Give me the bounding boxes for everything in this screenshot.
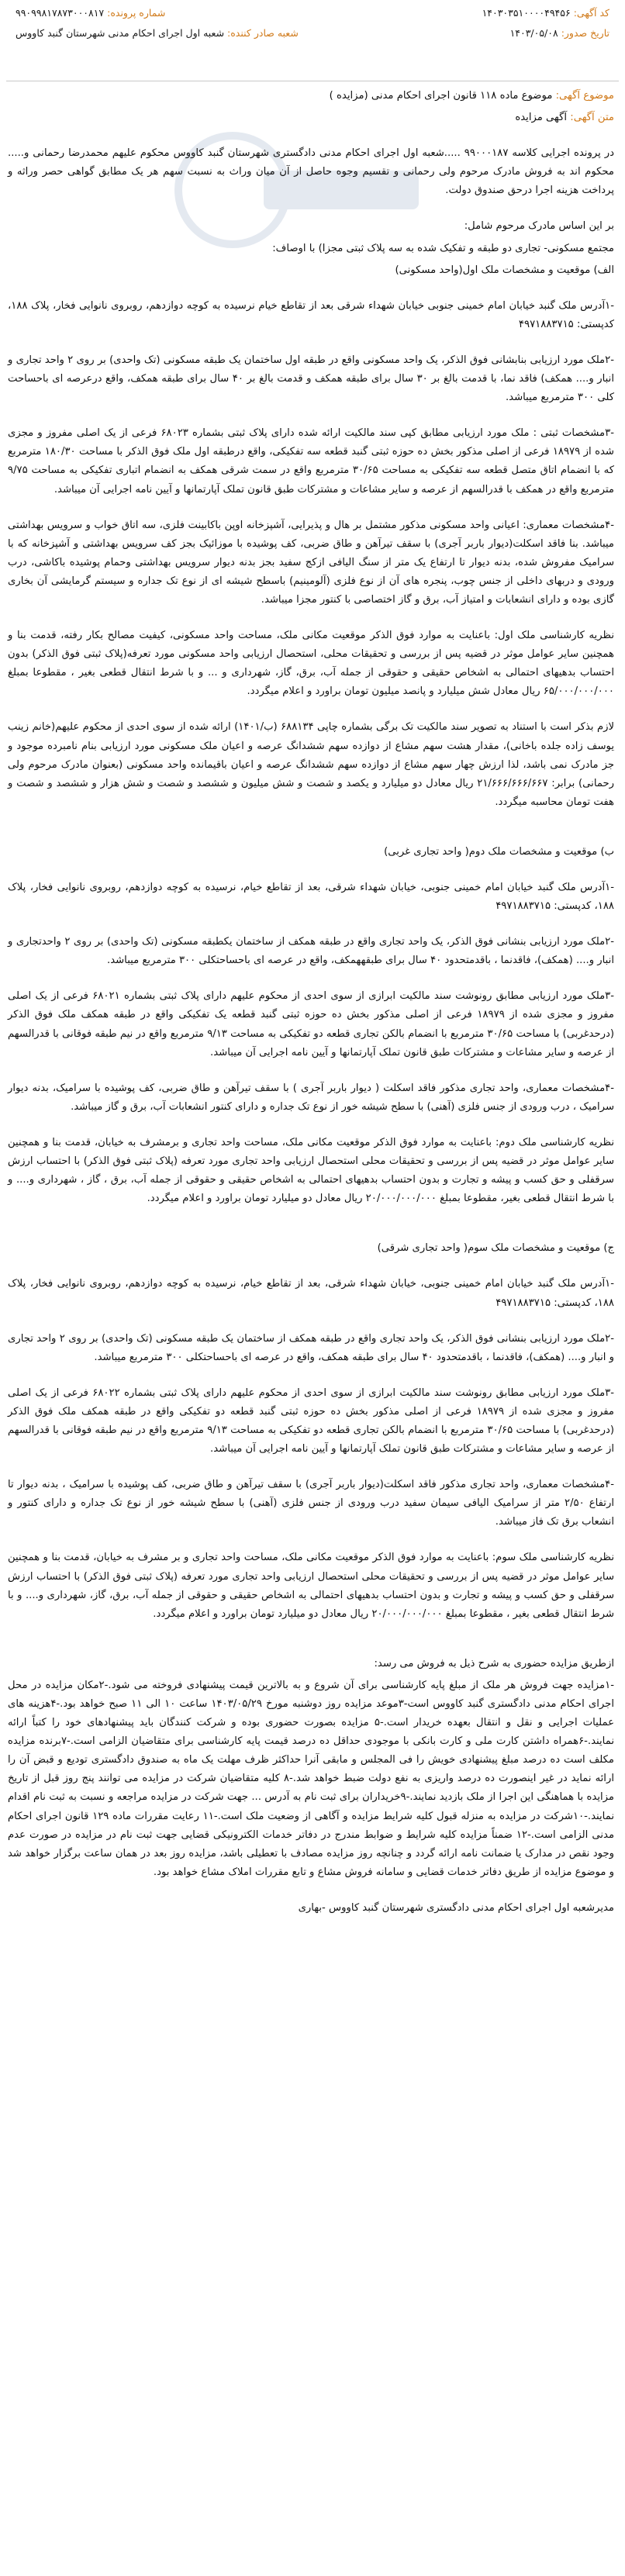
complex-line: مجتمع مسکونی- تجاری دو طبقه و تفکیک شده به سه پلاک ثبتی مجزا) با اوصاف:	[272, 242, 614, 254]
issue-date-value: ۱۴۰۳/۰۵/۰۸	[509, 27, 558, 39]
section-c-title: ج) موقعیت و مشخصات ملک سوم( واحد تجاری شرقی)	[377, 1242, 614, 1255]
intro-paragraph: در پرونده اجرایی کلاسه ۹۹۰۰۰۱۸۷ .....شعبه اول اجرای احکام مدنی دادگستری شهرستان گنبد کاووس محکوم علیهم محمدرضا رحمانی و..... محکوم اند به فروش مادرک مرحوم ولی رحمانی و تقسیم وجوه حاصل از آن میان وراث به نسبت سهم هر یک مطابق گواهی حصر وراثه و پرداخت هزینه اجرا درحق صندوق دولت.	[8, 147, 614, 197]
section-c-description: -۲ملک مورد ارزیابی بنشانی فوق الذکر، یک واحد تجاری واقع در طبقه همکف از ساختمان یک طبقه مسکونی (تک واحدی) بر روی ۲ واحد تجاری و انبار و.... (همکف)، فاقدنما ، باقدمتحدود ۴۰ سال برای طبقه همکف، واقع در عرصه ای باحساحتکلی ۳۰۰ مترمربع میباشد.	[8, 1332, 614, 1363]
ad-number-value: ۱۴۰۳۰۳۵۱۰۰۰۰۴۹۴۵۶	[482, 7, 571, 19]
text-title-line	[8, 109, 614, 127]
subject-value: موضوع ماده ۱۱۸ قانون اجرای احکام مدنی (مزایده )	[329, 90, 553, 102]
issuing-branch-row	[16, 26, 299, 40]
section-b-registration: -۳ملک مورد ارزیابی مطابق رونوشت سند مالکیت ابرازی از سوی احدی از محکوم علیهم دارای پلاک ثبتی بشماره ۶۸۰۲۱ فرعی از یک اصلی مفروز و مجزی شده از ۱۸۹۷۹ فرعی از اصلی مذکور بخش ده حوزه ثبتی گنبد قطعه یک تفکیکی واقع در طبقه همکف ملک فوق الذکر (درحدغربی) با مساحت ۳۰/۶۵ مترمربع با انضمام بالکن تجاری قطعه دو تفکیکی به مساحت ۹/۱۳ مترمربع واقع در نیم طبقه فوقانی با قدرالسهم از عرصه و سایر مشاعات و مشترکات طبق قانون تملک آپارتمانها و آیین نامه اجرایی آن میباشد.	[8, 990, 614, 1058]
section-a-address: -۱آدرس ملک گنبد خیابان امام خمینی جنوبی خیابان شهداء شرقی بعد از تقاطع خیام نرسیده به کوچه دوازدهم، روبروی نانوایی فخار، پلاک ۱۸۸، کدپستی: ۴۹۷۱۸۸۳۷۱۵	[8, 299, 614, 330]
auction-title: ازطریق مزایده حضوری به شرح ذیل به فروش می رسد:	[374, 1657, 614, 1670]
issuing-branch-label: شعبه صادر کننده:	[227, 27, 299, 39]
section-b-title: ب) موقعیت و مشخصات ملک دوم( واحد تجاری غربی)	[384, 845, 614, 858]
section-b-architecture: -۴مشخصات معماری، واحد تجاری مذکور فاقد اسکلت ( دیوار باربر آجری ) با سقف تیرآهن و طاق ضربی، کف پوشیده با سرامیک، بدنه دیوار سرامیک ، درب ورودی از جنس فلزی (آهنی) با سطح شیشه خور از نوع تک جداره و دارای کنتور انشعابات آب، برق و گاز میباشد.	[8, 1082, 614, 1113]
subject-line	[8, 87, 614, 105]
section-b-appraisal: نظریه کارشناسی ملک دوم: باعنایت به موارد فوق الذکر موقعیت مکانی ملک، مساحت واحد تجاری و برمشرف به خیابان، قدمت بنا و همچنین سایر عوامل موثر در قضیه پس از بررسی و تحقیقات محلی استحصال ارزیابی واحد تجاری مورد تعرفه (پلاک ثبتی فوق الذکر) با احتساب ارزش سرقفلی و حق کسب و پیشه و تجارت و بدون احتساب بدهیهای احتمالی به اشخاص حقیقی و حقوقی از جمله آب، برق ، گاز ، شهرداری و.... و با شرط انتقال قطعی بغیر، مقطوعا بمبلغ ۲۰/۰۰۰/۰۰۰/۰۰۰ ریال معادل دو میلیارد تومان براورد و اعلام میگردد.	[8, 1136, 614, 1205]
auction-terms: -۱مزایده جهت فروش هر ملک از مبلغ پایه کارشناسی برای آن شروع و به بالاترین قیمت پیشنهادی فروخته می شود.-۲مکان مزایده در محل اجرای احکام مدنی دادگستری گنبد کاووس است-۳موعد مزایده روز دوشنبه مورخ ۱۴۰۳/۰۵/۲۹ ساعت ۱۰ الی ۱۱ صبح خواهد بود.-۴هزینه های عملیات اجرایی و نقل و انتقال بعهده خریدار است.-۵ مزایده بصورت حضوری بوده و شرکت کنندگان باید پیشنهادهای خود را کتباً ارائه نمایند.-۶همراه داشتن کارت ملی و کارت بانکی با موجودی حداقل ده درصد قیمت پایه کارشناسی برای متقاضیان الزامی است.-۷برنده مزایده مکلف است ده درصد مبلغ پیشنهادی خویش را فی المجلس و مابقی آنرا حداکثر ظرف مهلت یک ماه به صندوق دادگستری تودیع و قبض آن را ارائه نماید در غیر اینصورت ده درصد واریزی به نفع دولت ضبط خواهد شد.-۸ کلیه متقاضیان شرکت در مزایده می توانند پنج روز قبل از تاریخ مزایده با هماهنگی این اجرا از ملک بازدید نمایند.-۹خریداران برای ثبت نام به آدرس ... جهت شرکت در مزایده مراجعه و نسبت به ثبت نام اقدام نمایند.-۱۰شرکت در مزایده به منزله قبول کلیه شرایط مزایده و آگاهی از وضعیت ملک است.-۱۱ رعایت مقررات ماده ۱۲۹ قانون اجرای احکام مدنی الزامی است.-۱۲ ضمناً مزایده کلیه شرایط و ضوابط مندرج در دفاتر خدمات الکترونیکی قضایی جهت ثبت نام در مزایده در صورت عدم وجود نقص در مدارک یا ضمانت نامه ارائه گردد و چنانچه روز مزایده مصادف با تعطیلی باشد، مزایده روز بعد در همان ساعت برگزار خواهد شد و موضوع مزایده از طریق دفاتر خدمات قضایی و سامانه فروش مشاع و تابع مقررات املاک مشاع خواهد بود.	[8, 1679, 615, 1878]
section-c-architecture: -۴مشخصات معماری، واحد تجاری مذکور فاقد اسکلت(دیوار باربر آجری) با سقف تیرآهن و طاق ضربی، کف پوشیده با سرامیک ، بدنه دیوار تا ارتفاع ۲/۵۰ متر از سرامیک الیافی سیمان سفید درب ورودی از جنس فلزی (آهنی) با سطح شیشه خور از نوع تک جداره و دارای کنتور و انشعاب برق تک فاز میباشد.	[8, 1479, 615, 1528]
section-b-description: -۲ملک مورد ارزیابی بنشانی فوق الذکر، یک واحد تجاری واقع در طبقه همکف از ساختمان یکطبقه مسکونی (تک واحدی) بر روی ۲ واحدتجاری و انبار و.... (همکف)، فاقدنما ، باقدمتحدود ۴۰ سال برای طبقههمکف، واقع در عرصه ای باحساحتکلی ۳۰۰ مترمربع میباشد.	[8, 936, 614, 967]
section-b-address: -۱آدرس ملک گنبد خیابان امام خمینی جنوبی، خیابان شهداء شرقی، بعد از تقاطع خیام، نرسیده به کوچه دوازدهم، روبروی نانوایی فخار، پلاک ۱۸۸، کدپستی: ۴۹۷۱۸۸۳۷۱۵	[8, 882, 614, 913]
notice-header	[0, 0, 625, 76]
section-a-description: -۲ملک مورد ارزیابی بنابشانی فوق الذکر، یک واحد مسکونی واقع در طبقه اول ساختمان یک طبقه مسکونی (تک واحدی) بر روی ۲ واحد تجاری و انبار و.... همکف) فاقد نما، با قدمت بالغ بر ۳۰ سال برای طبقه همکف و قدمت بالغ بر ۴۰ سال برای طبقه همکف، واقع درعرصه ای باحساحت کلی ۳۰۰ مترمربع میباشد.	[8, 354, 614, 404]
section-a-note: لازم بذکر است با استناد به تصویر سند مالکیت تک برگی بشماره چاپی ۶۸۸۱۳۴ (ب/۱۴۰۱) ارائه شده از سوی احدی از محکوم علیهم(خانم زینب یوسف زاده جلده باخانی)، مقدار هشت سهم مشاع از دوازده سهم ششدانگ عرصه و اعیان ملک مسکونی مورد ارزیابی بنام نامبرده موجود و جز مادرک نمی باشد، لذا ارزش چهار سهم مشاع از دوازده سهم ششدانگ عرصه و اعیان باقیمانده واحد مسکونی (بعنوان مادرک مرحوم ولی رحمانی) برابر: ۲۱/۶۶۶/۶۶۶/۶۶۷ ریال معادل دو میلیارد و یکصد و شصت و شش میلیون و ششصد و شصت و شش هزار و ششصد و شصت و هفت تومان محاسبه میگردد.	[8, 721, 615, 808]
subject-label: موضوع آگهی:	[555, 90, 614, 102]
issue-date-label: تاریخ صدور:	[561, 27, 609, 39]
section-c-appraisal: نظریه کارشناسی ملک سوم: باعنایت به موارد فوق الذکر موقعیت مکانی ملک، مساحت واحد تجاری و بر مشرف به خیابان، قدمت بنا و همچنین سایر عوامل موثر در قضیه پس از بررسی و تحقیقات محلی استحصال ارزیابی واحد تجاری مورد تعرفه (پلاک ثبتی فوق الذکر) با احتساب ارزش سرقفلی و حق کسب و پیشه و تجارت و بدون احتساب بدهیهای احتمالی به اشخاص حقیقی و حقوقی از جمله آب، برق، گاز، شهرداری و.... و با شرط انتقال قطعی بغیر ، مقطوعا بمبلغ ۲۰/۰۰۰/۰۰۰/۰۰۰ ریال معادل دو میلیارد تومان براورد و اعلام میگردد.	[8, 1552, 614, 1620]
issuing-branch-value: شعبه اول اجرای احکام مدنی شهرستان گنبد کاووس	[16, 27, 225, 39]
notice-body	[8, 87, 614, 2570]
ad-number-row	[482, 6, 609, 20]
section-a-appraisal: نظریه کارشناسی ملک اول: باعنایت به موارد فوق الذکر موقعیت مکانی ملک، مساحت واحد مسکونی، کیفیت مصالح بکار رفته، قدمت بنا و همچنین سایر عوامل موثر در قضیه پس از بررسی و تحقیقات محلی، استحصال ارزیابی واحد مسکونی مورد تعرفه(پلاک ثبتی فوق الذکر) بدون احتساب بدهیهای احتمالی به اشخاص حقیقی و حقوقی از جمله آب، برق، گاز، شهرداری و ... و با شرط انتقال قطعی بغیر ، مقطوعا بمبلغ ۶۵/۰۰۰/۰۰۰/۰۰۰ ریال معادل شش میلیارد و پانصد میلیون تومان براورد و اعلام میگردد.	[8, 630, 614, 698]
section-a-architecture: -۴مشخصات معماری: اعیانی واحد مسکونی مذکور مشتمل بر هال و پذیرایی، آشپزخانه اوپن باکابینت فلزی، سه اتاق خواب و سرویس بهداشتی میباشد. بنا فاقد اسکلت(دیوار باربر آجری) با سقف تیرآهن و طاق ضربی، کف پوشیده با موزائیک بجز کف سرویس بهداشتی و آشپزخانه که با سرامیک مفروش شده، بدنه دیوار تا ارتفاع یک متر از سنگ الیافی ازکج سفید بجز بدنه دیوار سرویس بهداشتی وحمام پوشیده باکاشی، درب ورودی و دربهای داخلی از جنس چوب، پنجره های آن از نوع فلزی (آلومینیم) باسطح شیشه ای از نوع تک جداره و سیستم گرمایشی آن بخاری گازی بوده و دارای انشعابات و امتیاز آب، برق و گاز اختصاصی با کنتور مجزا میباشد.	[8, 519, 614, 606]
issue-date-row	[510, 26, 609, 40]
basis-line: بر این اساس مادرک مرحوم شامل:	[464, 220, 614, 233]
signature-line: مدیرشعبه اول اجرای احکام مدنی دادگستری شهرستان گنبد کاووس -بهاری	[298, 1901, 614, 1914]
section-c-registration: -۳ملک مورد ارزیابی مطابق رونوشت سند مالکیت ابرازی از سوی احدی از محکوم علیهم دارای پلاک ثبتی بشماره ۶۸۰۲۲ فرعی از یک اصلی مفروز و مجزی شده از ۱۸۹۷۹ فرعی از اصلی مذکور بخش ده حوزه ثبتی گنبد قطعه دو تفکیکی واقع در طبقه همکف ملک فوق الذکر (درحدغربی) با مساحت ۳۰/۶۵ مترمربع با انضمام بالکن تجاری قطعه دو تفکیکی به مساحت ۹/۱۳ مترمربع واقع در نیم طبقه فوقانی با قدرالسهم از عرصه و سایر مشاعات و مشترکات طبق قانون تملک آپارتمانها و آیین نامه اجرایی آن میباشد.	[8, 1386, 614, 1455]
section-a-registration: -۳مشخصات ثبتی : ملک مورد ارزیابی مطابق کپی سند مالکیت ارائه شده دارای پلاک ثبتی بشماره ۶۸۰۲۳ فرعی از یک اصلی مفروز و مجزی شده از ۱۸۹۷۹ فرعی از اصلی مذکور بخش ده حوزه ثبتی گنبد قطعه سه تفکیکی، واقع درطبقه اول ملک فوق الذکر با مساحت ۱۸۰/۳۰ مترمربع که با انضمام اتاق متصل قطعه سه تفکیکی به مساحت ۳۰/۶۵ مترمربع واقع در سمت شرقی همکف به انضمام اتباری تفکیکی به مساحت ۹/۷۵ مترمربع واقع در همکف با قدرالسهم از عرصه و سایر مشاعات و مشترکات طبق قانون تملک آپارتمانها و آیین نامه اجرایی آن میباشد.	[8, 427, 614, 496]
text-label: متن آگهی:	[570, 112, 614, 124]
ad-number-label: کد آگهی:	[573, 7, 609, 19]
letter-number-row	[16, 6, 165, 20]
section-a-title: الف) موقعیت و مشخصات ملک اول(واحد مسکونی)	[395, 264, 614, 276]
section-c-address: -۱آدرس ملک گنبد خیابان امام خمینی جنوبی، خیابان شهداء شرقی، بعد از تقاطع خیام، نرسیده به کوچه دوازدهم، روبروی نانوایی فخار، پلاک ۱۸۸، کدپستی: ۴۹۷۱۸۸۳۷۱۵	[8, 1278, 614, 1309]
letter-number-label: شماره پرونده:	[107, 7, 166, 19]
letter-number-value: ۹۹۰۹۹۸۱۷۸۷۳۰۰۰۸۱۷	[16, 7, 105, 19]
text-title: آگهی مزایده	[515, 112, 568, 124]
